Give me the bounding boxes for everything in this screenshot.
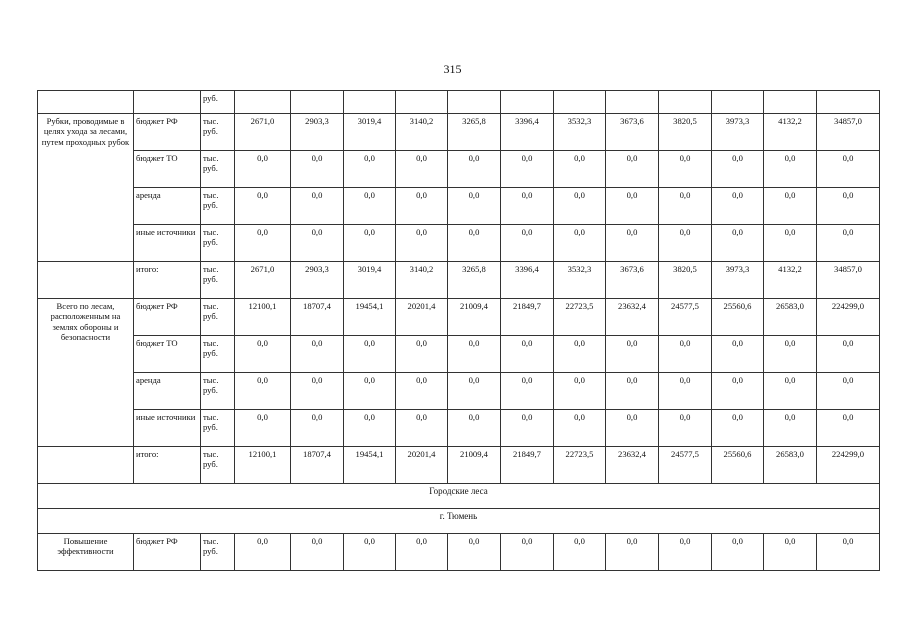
value-cell: 0,0 <box>712 534 764 571</box>
unit-cell: тыс. руб. <box>201 336 235 373</box>
value-cell: 0,0 <box>764 534 817 571</box>
value-cell: 24577,5 <box>659 299 712 336</box>
value-cell: 3019,4 <box>344 114 396 151</box>
value-cell: 0,0 <box>764 188 817 225</box>
value-cell: 3019,4 <box>344 262 396 299</box>
value-cell: 0,0 <box>712 336 764 373</box>
value-cell: 23632,4 <box>606 447 659 484</box>
table-row <box>38 299 880 336</box>
table-row <box>38 188 880 225</box>
value-cell: 0,0 <box>659 225 712 262</box>
value-cell: 0,0 <box>291 373 344 410</box>
value-cell: 0,0 <box>291 225 344 262</box>
value-cell: 0,0 <box>501 373 554 410</box>
value-cell: 0,0 <box>817 336 880 373</box>
value-cell: 3265,8 <box>448 262 501 299</box>
value-cell: 24577,5 <box>659 447 712 484</box>
value-cell: 12100,1 <box>235 299 291 336</box>
value-cell: 25560,6 <box>712 447 764 484</box>
table-row <box>38 484 880 509</box>
value-cell: 0,0 <box>344 410 396 447</box>
value-cell: 0,0 <box>291 410 344 447</box>
value-cell: 0,0 <box>396 188 448 225</box>
value-cell: 0,0 <box>712 188 764 225</box>
value-cell: 20201,4 <box>396 299 448 336</box>
empty-cell <box>554 91 606 114</box>
funding-source-cell: бюджет ТО <box>134 151 201 188</box>
empty-cell <box>817 91 880 114</box>
value-cell: 0,0 <box>554 336 606 373</box>
value-cell: 0,0 <box>764 151 817 188</box>
value-cell: 22723,5 <box>554 299 606 336</box>
value-cell: 224299,0 <box>817 299 880 336</box>
value-cell: 0,0 <box>764 225 817 262</box>
table-row <box>38 509 880 534</box>
measure-name-cell: Рубки, проводимые в целях ухода за лесами, путем проходных рубок <box>38 114 134 262</box>
value-cell: 0,0 <box>659 336 712 373</box>
value-cell: 0,0 <box>554 410 606 447</box>
value-cell: 0,0 <box>659 410 712 447</box>
value-cell: 0,0 <box>396 373 448 410</box>
funding-source-cell: бюджет РФ <box>134 299 201 336</box>
value-cell: 18707,4 <box>291 447 344 484</box>
value-cell: 0,0 <box>235 373 291 410</box>
funding-source-cell: иные источники <box>134 410 201 447</box>
table-row <box>38 534 880 571</box>
value-cell: 0,0 <box>501 410 554 447</box>
unit-cell: руб. <box>201 91 235 114</box>
value-cell: 2903,3 <box>291 262 344 299</box>
value-cell: 0,0 <box>712 410 764 447</box>
value-cell: 0,0 <box>764 410 817 447</box>
value-cell: 0,0 <box>396 336 448 373</box>
value-cell: 20201,4 <box>396 447 448 484</box>
value-cell: 0,0 <box>764 336 817 373</box>
value-cell: 0,0 <box>396 410 448 447</box>
table-body <box>38 91 880 571</box>
page-number: 315 <box>443 62 462 76</box>
value-cell: 0,0 <box>235 336 291 373</box>
value-cell: 3140,2 <box>396 114 448 151</box>
section-heading: г. Тюмень <box>38 509 880 534</box>
unit-cell: тыс. руб. <box>201 262 235 299</box>
value-cell: 34857,0 <box>817 262 880 299</box>
value-cell: 0,0 <box>501 225 554 262</box>
empty-cell <box>291 91 344 114</box>
value-cell: 224299,0 <box>817 447 880 484</box>
value-cell: 3673,6 <box>606 114 659 151</box>
unit-cell: тыс. руб. <box>201 447 235 484</box>
empty-cell <box>134 91 201 114</box>
empty-cell <box>501 91 554 114</box>
value-cell: 0,0 <box>448 534 501 571</box>
value-cell: 0,0 <box>554 534 606 571</box>
unit-cell: тыс. руб. <box>201 151 235 188</box>
table-row <box>38 373 880 410</box>
unit-cell: тыс. руб. <box>201 114 235 151</box>
table-row <box>38 151 880 188</box>
value-cell: 0,0 <box>235 225 291 262</box>
value-cell: 0,0 <box>554 151 606 188</box>
value-cell: 0,0 <box>448 410 501 447</box>
value-cell: 0,0 <box>344 225 396 262</box>
value-cell: 19454,1 <box>344 447 396 484</box>
value-cell: 0,0 <box>659 373 712 410</box>
value-cell: 0,0 <box>817 188 880 225</box>
empty-cell <box>396 91 448 114</box>
value-cell: 0,0 <box>764 373 817 410</box>
value-cell: 3973,3 <box>712 114 764 151</box>
empty-cell <box>235 91 291 114</box>
unit-cell: тыс. руб. <box>201 534 235 571</box>
value-cell: 0,0 <box>501 151 554 188</box>
value-cell: 3973,3 <box>712 262 764 299</box>
value-cell: 22723,5 <box>554 447 606 484</box>
value-cell: 0,0 <box>659 151 712 188</box>
value-cell: 0,0 <box>291 151 344 188</box>
value-cell: 4132,2 <box>764 114 817 151</box>
unit-cell: тыс. руб. <box>201 410 235 447</box>
value-cell: 0,0 <box>291 336 344 373</box>
value-cell: 0,0 <box>344 188 396 225</box>
unit-cell: тыс. руб. <box>201 225 235 262</box>
funding-source-cell: итого: <box>134 262 201 299</box>
empty-cell <box>38 262 134 299</box>
funding-source-cell: итого: <box>134 447 201 484</box>
measure-name-cell: Повышение эффективности <box>38 534 134 571</box>
value-cell: 0,0 <box>235 534 291 571</box>
value-cell: 21009,4 <box>448 299 501 336</box>
value-cell: 0,0 <box>344 373 396 410</box>
value-cell: 0,0 <box>448 188 501 225</box>
value-cell: 0,0 <box>712 225 764 262</box>
value-cell: 0,0 <box>291 534 344 571</box>
value-cell: 21849,7 <box>501 299 554 336</box>
unit-cell: тыс. руб. <box>201 188 235 225</box>
funding-source-cell: бюджет РФ <box>134 534 201 571</box>
value-cell: 18707,4 <box>291 299 344 336</box>
value-cell: 0,0 <box>712 373 764 410</box>
value-cell: 3820,5 <box>659 262 712 299</box>
unit-cell: тыс. руб. <box>201 373 235 410</box>
value-cell: 26583,0 <box>764 299 817 336</box>
value-cell: 23632,4 <box>606 299 659 336</box>
value-cell: 0,0 <box>501 188 554 225</box>
value-cell: 3820,5 <box>659 114 712 151</box>
value-cell: 0,0 <box>396 534 448 571</box>
value-cell: 0,0 <box>606 410 659 447</box>
value-cell: 0,0 <box>501 336 554 373</box>
funding-source-cell: бюджет ТО <box>134 336 201 373</box>
funding-source-cell: аренда <box>134 373 201 410</box>
value-cell: 34857,0 <box>817 114 880 151</box>
value-cell: 3532,3 <box>554 114 606 151</box>
value-cell: 21849,7 <box>501 447 554 484</box>
value-cell: 0,0 <box>817 534 880 571</box>
value-cell: 0,0 <box>448 225 501 262</box>
value-cell: 0,0 <box>606 151 659 188</box>
table-row <box>38 447 880 484</box>
value-cell: 0,0 <box>817 373 880 410</box>
funding-source-cell: иные источники <box>134 225 201 262</box>
value-cell: 0,0 <box>606 188 659 225</box>
value-cell: 12100,1 <box>235 447 291 484</box>
value-cell: 3396,4 <box>501 114 554 151</box>
value-cell: 0,0 <box>344 534 396 571</box>
table-row <box>38 336 880 373</box>
value-cell: 0,0 <box>606 225 659 262</box>
value-cell: 0,0 <box>606 373 659 410</box>
unit-cell: тыс. руб. <box>201 299 235 336</box>
value-cell: 3532,3 <box>554 262 606 299</box>
table-row <box>38 410 880 447</box>
value-cell: 0,0 <box>817 225 880 262</box>
value-cell: 0,0 <box>554 225 606 262</box>
empty-cell <box>38 91 134 114</box>
value-cell: 0,0 <box>344 336 396 373</box>
value-cell: 25560,6 <box>712 299 764 336</box>
value-cell: 2903,3 <box>291 114 344 151</box>
value-cell: 0,0 <box>554 188 606 225</box>
value-cell: 0,0 <box>291 188 344 225</box>
measure-name-cell: Всего по лесам, расположенным на землях обороны и безопасности <box>38 299 134 447</box>
empty-cell <box>764 91 817 114</box>
value-cell: 0,0 <box>448 336 501 373</box>
empty-cell <box>448 91 501 114</box>
value-cell: 0,0 <box>501 534 554 571</box>
value-cell: 19454,1 <box>344 299 396 336</box>
value-cell: 3140,2 <box>396 262 448 299</box>
empty-cell <box>659 91 712 114</box>
section-heading: Городские леса <box>38 484 880 509</box>
value-cell: 0,0 <box>235 410 291 447</box>
empty-cell <box>712 91 764 114</box>
value-cell: 0,0 <box>344 151 396 188</box>
value-cell: 3265,8 <box>448 114 501 151</box>
table-row <box>38 114 880 151</box>
table-row <box>38 262 880 299</box>
table-row <box>38 91 880 114</box>
value-cell: 0,0 <box>235 151 291 188</box>
value-cell: 0,0 <box>396 225 448 262</box>
empty-cell <box>38 447 134 484</box>
value-cell: 0,0 <box>712 151 764 188</box>
value-cell: 0,0 <box>396 151 448 188</box>
funding-source-cell: бюджет РФ <box>134 114 201 151</box>
value-cell: 0,0 <box>606 336 659 373</box>
value-cell: 0,0 <box>817 151 880 188</box>
value-cell: 0,0 <box>659 534 712 571</box>
value-cell: 0,0 <box>448 151 501 188</box>
empty-cell <box>606 91 659 114</box>
budget-table <box>37 90 880 571</box>
value-cell: 2671,0 <box>235 114 291 151</box>
value-cell: 0,0 <box>659 188 712 225</box>
value-cell: 0,0 <box>817 410 880 447</box>
value-cell: 2671,0 <box>235 262 291 299</box>
value-cell: 0,0 <box>235 188 291 225</box>
empty-cell <box>344 91 396 114</box>
value-cell: 0,0 <box>606 534 659 571</box>
value-cell: 21009,4 <box>448 447 501 484</box>
value-cell: 0,0 <box>448 373 501 410</box>
table-row <box>38 225 880 262</box>
value-cell: 26583,0 <box>764 447 817 484</box>
value-cell: 3396,4 <box>501 262 554 299</box>
funding-source-cell: аренда <box>134 188 201 225</box>
value-cell: 0,0 <box>554 373 606 410</box>
value-cell: 4132,2 <box>764 262 817 299</box>
value-cell: 3673,6 <box>606 262 659 299</box>
